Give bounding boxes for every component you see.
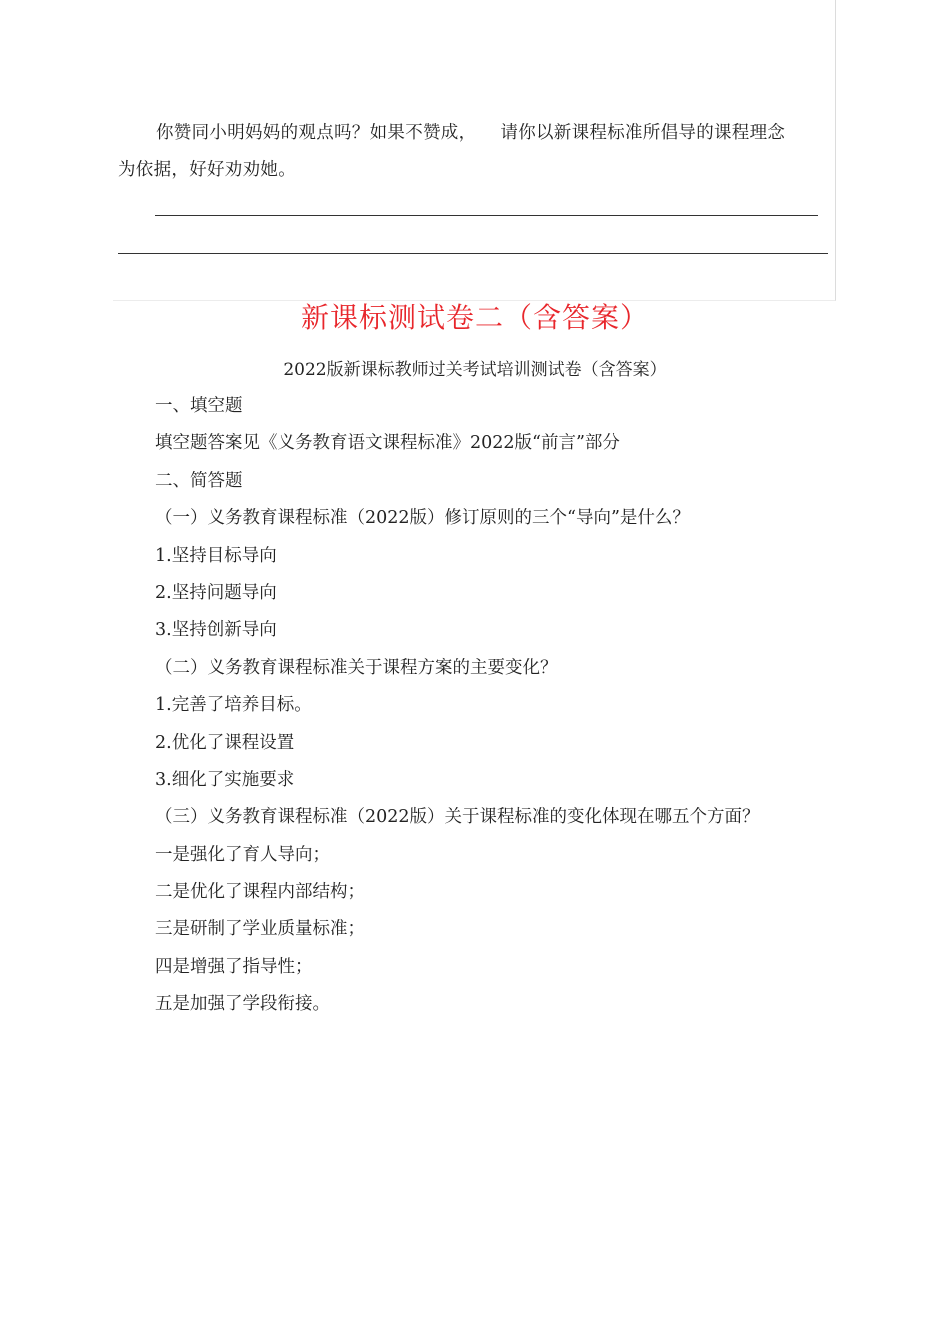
answer-item: 2.优化了课程设置 <box>155 732 295 753</box>
section-heading-short-answer: 二、简答题 <box>155 470 243 491</box>
answer-item: 二是优化了课程内部结构； <box>155 882 365 903</box>
answer-item: 3.坚持创新导向 <box>155 620 277 641</box>
document-title: 新课标测试卷二（含答案） <box>300 301 649 334</box>
previous-question-part-2: 请你以新课程标准所倡导的课程理念 <box>500 123 786 143</box>
answer-item: 1.坚持目标导向 <box>155 545 277 566</box>
question-3: （三）义务教育课程标准（2022版）关于课程标准的变化体现在哪五个方面？ <box>155 807 760 828</box>
answer-item: 3.细化了实施要求 <box>155 769 295 790</box>
answer-item: 三是研制了学业质量标准； <box>155 919 365 940</box>
answer-item: 1.完善了培养目标。 <box>155 695 312 716</box>
answer-item: 四是增强了指导性； <box>155 956 313 977</box>
document-subtitle: 2022版新课标教师过关考试培训测试卷（含答案） <box>283 360 667 380</box>
previous-question-text <box>118 115 828 189</box>
fill-blank-answer-note: 填空题答案见《义务教育语文课程标准》2022版“前言”部分 <box>155 433 620 454</box>
section-heading-fill-blank: 一、填空题 <box>155 396 243 416</box>
answer-blank-line-1 <box>155 215 818 216</box>
answer-item: 2.坚持问题导向 <box>155 582 277 603</box>
answer-blank-line-2 <box>118 253 828 254</box>
answer-item: 五是加强了学段衔接。 <box>155 994 330 1015</box>
previous-question-part-1: 你赞同小明妈妈的观点吗？如果不赞成， <box>156 123 477 143</box>
previous-question-line-2: 为依据，好好劝劝她。 <box>118 160 296 180</box>
previous-question-line-1 <box>118 115 828 152</box>
question-2: （二）义务教育课程标准关于课程方案的主要变化？ <box>155 657 558 678</box>
document-body <box>155 388 855 1024</box>
answer-item: 一是强化了育人导向； <box>155 844 330 865</box>
question-1: （一）义务教育课程标准（2022版）修订原则的三个“导向”是什么？ <box>155 508 690 529</box>
